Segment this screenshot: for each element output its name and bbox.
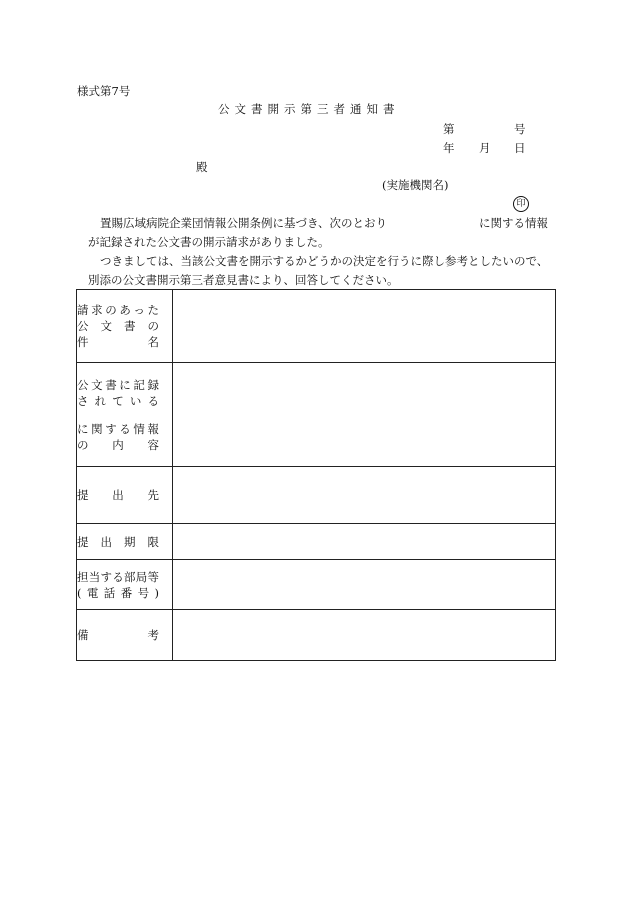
table-row	[77, 560, 556, 610]
row-label-deadline	[77, 524, 173, 560]
label-line: 公文書に記録	[77, 377, 159, 392]
number-prefix: 第	[443, 122, 455, 136]
value-deadline[interactable]	[173, 524, 556, 560]
date-year: 年	[443, 141, 455, 155]
value-submit-to[interactable]	[173, 467, 556, 524]
table-row	[77, 363, 556, 467]
body-paragraph-1-end: が記録された公文書の開示請求がありました。	[88, 235, 330, 249]
form-number: 様式第7号	[77, 84, 131, 98]
value-department[interactable]	[173, 560, 556, 610]
label-line: 提出期限	[77, 534, 159, 549]
label-line: されている	[77, 393, 159, 408]
body-paragraph-1-start: 置賜広域病院企業団情報公開条例に基づき、次のとおり	[100, 216, 388, 230]
table-row	[77, 524, 556, 560]
agency-name: (実施機関名)	[382, 178, 449, 192]
table-row	[77, 290, 556, 363]
seal-icon: 印	[513, 196, 529, 212]
label-line: (電話番号)	[77, 585, 159, 600]
value-recorded-info[interactable]	[173, 363, 556, 467]
row-label-document-name	[77, 290, 173, 363]
document-title: 公文書開示第三者通知書	[218, 102, 400, 116]
label-line: 請求のあった	[77, 303, 159, 317]
value-document-name[interactable]	[173, 290, 556, 363]
label-line: 提出先	[77, 488, 159, 502]
label-line: 担当する部局等	[77, 569, 159, 584]
label-line: 公文書の	[77, 319, 159, 333]
number-suffix: 号	[514, 122, 526, 136]
date-month: 月	[479, 141, 491, 155]
table-row	[77, 467, 556, 524]
date-day: 日	[514, 141, 526, 155]
label-line: に関する情報	[77, 421, 159, 436]
row-label-remarks	[77, 610, 173, 661]
row-label-submit-to	[77, 467, 173, 524]
value-remarks[interactable]	[173, 610, 556, 661]
label-line: 備考	[77, 628, 159, 642]
row-label-department	[77, 560, 173, 610]
row-label-recorded-info	[77, 363, 173, 467]
body-paragraph-2-line-1: つきましては、当該公文書を開示するかどうかの決定を行うに際し参考としたいので、	[100, 254, 549, 268]
addressee-suffix: 殿	[196, 160, 208, 174]
notice-form-table	[76, 289, 556, 661]
label-line: 件名	[77, 335, 159, 349]
label-line: の内容	[77, 437, 159, 452]
body-paragraph-2-line-2: 別添の公文書開示第三者意見書により、回答してください。	[88, 273, 399, 287]
table-row	[77, 610, 556, 661]
body-paragraph-1-mid: に関する情報	[479, 216, 548, 230]
